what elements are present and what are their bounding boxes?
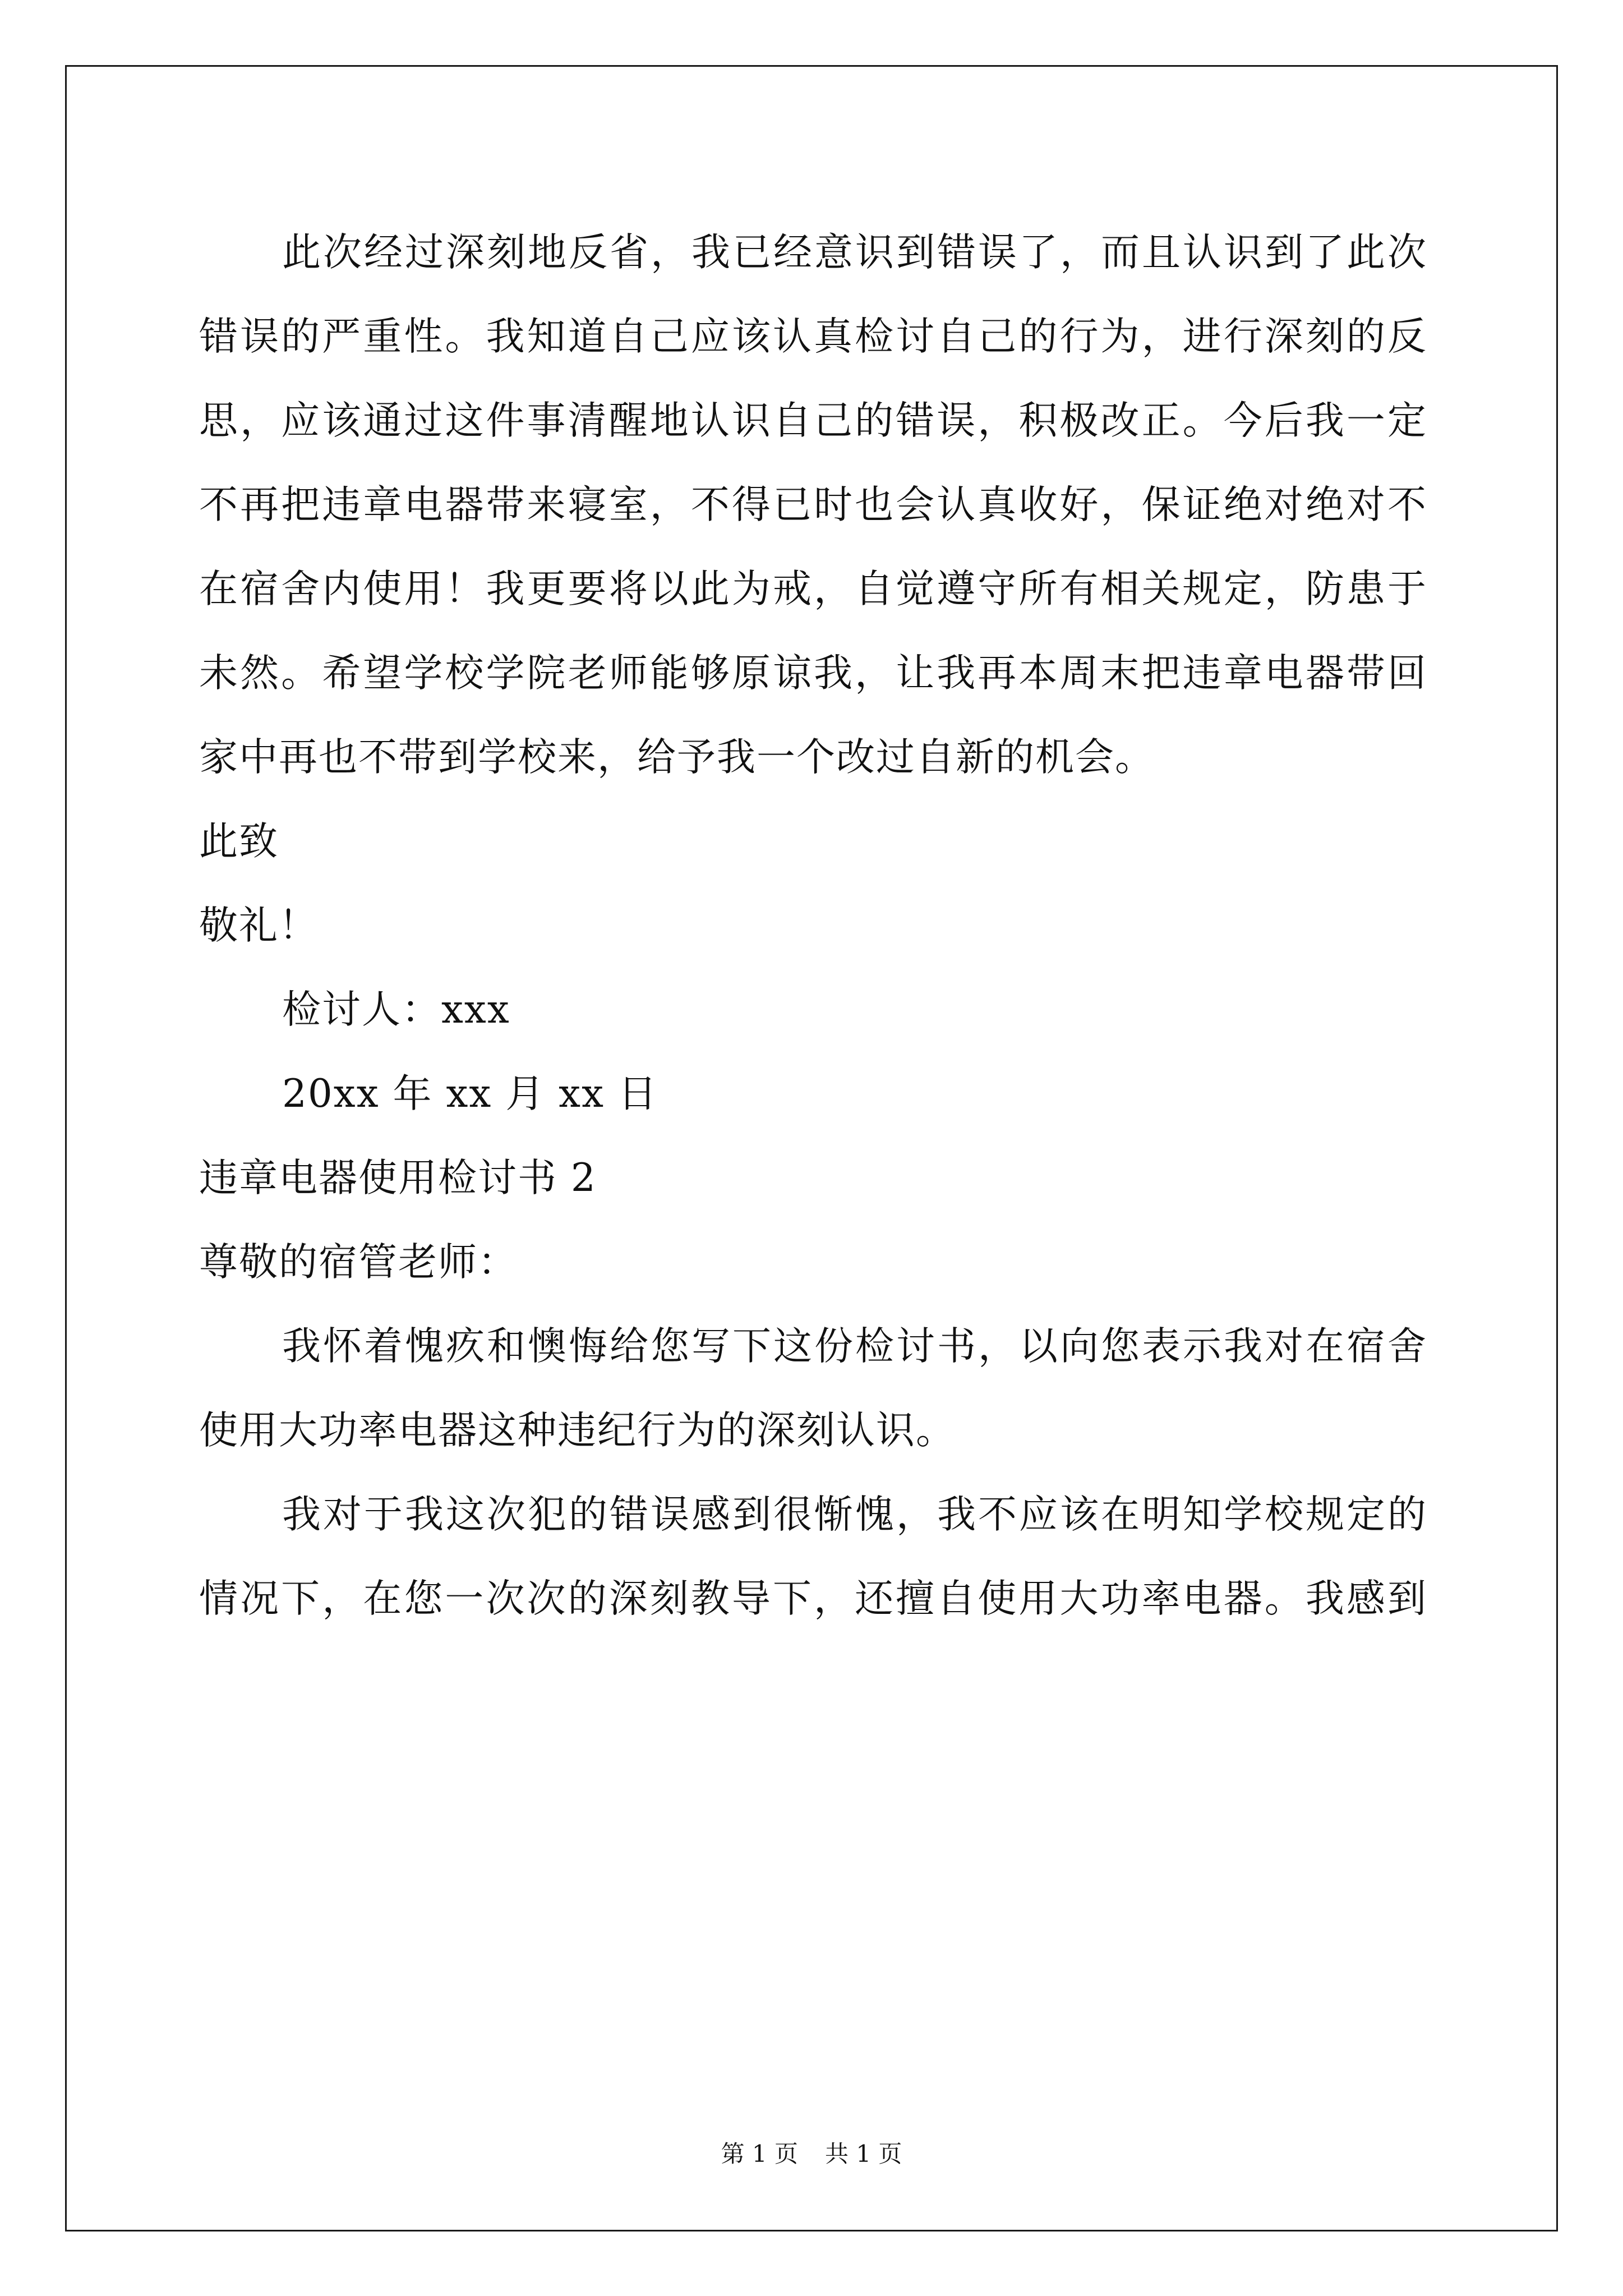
page-footer xyxy=(0,2137,1623,2171)
paragraph-line: 我怀着愧疚和懊悔给您写下这份检讨书，以向您表示我对在宿舍 xyxy=(282,1324,1427,1369)
greeting-line: 尊敬的宿管老师： xyxy=(199,1240,518,1285)
signer-line: 检讨人：xxx xyxy=(282,987,510,1032)
paragraph-line: 家中再也不带到学校来，给予我一个改过自新的机会。 xyxy=(199,735,1155,780)
salutation-line: 此致 xyxy=(199,819,279,864)
document-body xyxy=(199,210,1427,1641)
paragraph-line: 我对于我这次犯的错误感到很惭愧，我不应该在明知学校规定的 xyxy=(282,1492,1427,1537)
paragraph-line: 在宿舍内使用！我更要将以此为戒，自觉遵守所有相关规定，防患于 xyxy=(199,567,1427,611)
paragraph-line: 错误的严重性。我知道自己应该认真检讨自己的行为，进行深刻的反 xyxy=(199,314,1427,359)
closing-line: 敬礼！ xyxy=(199,903,319,948)
paragraph-line: 此次经过深刻地反省，我已经意识到错误了，而且认识到了此次 xyxy=(282,230,1427,275)
paragraph-line: 情况下，在您一次次的深刻教导下，还擅自使用大功率电器。我感到 xyxy=(199,1576,1427,1621)
section-title: 违章电器使用检讨书 2 xyxy=(199,1156,597,1200)
paragraph-line: 思，应该通过这件事清醒地认识自己的错误，积极改正。今后我一定 xyxy=(199,398,1427,443)
paragraph-line: 未然。希望学校学院老师能够原谅我，让我再本周末把违章电器带回 xyxy=(199,651,1427,696)
paragraph-line: 不再把违章电器带来寝室，不得已时也会认真收好，保证绝对绝对不 xyxy=(199,482,1427,527)
paragraph-line: 使用大功率电器这种违纪行为的深刻认识。 xyxy=(199,1408,956,1453)
page-number: 第 1 页 xyxy=(721,2140,798,2168)
page-total: 共 1 页 xyxy=(825,2140,902,2168)
date-line: 20xx 年 xx 月 xx 日 xyxy=(282,1071,658,1116)
